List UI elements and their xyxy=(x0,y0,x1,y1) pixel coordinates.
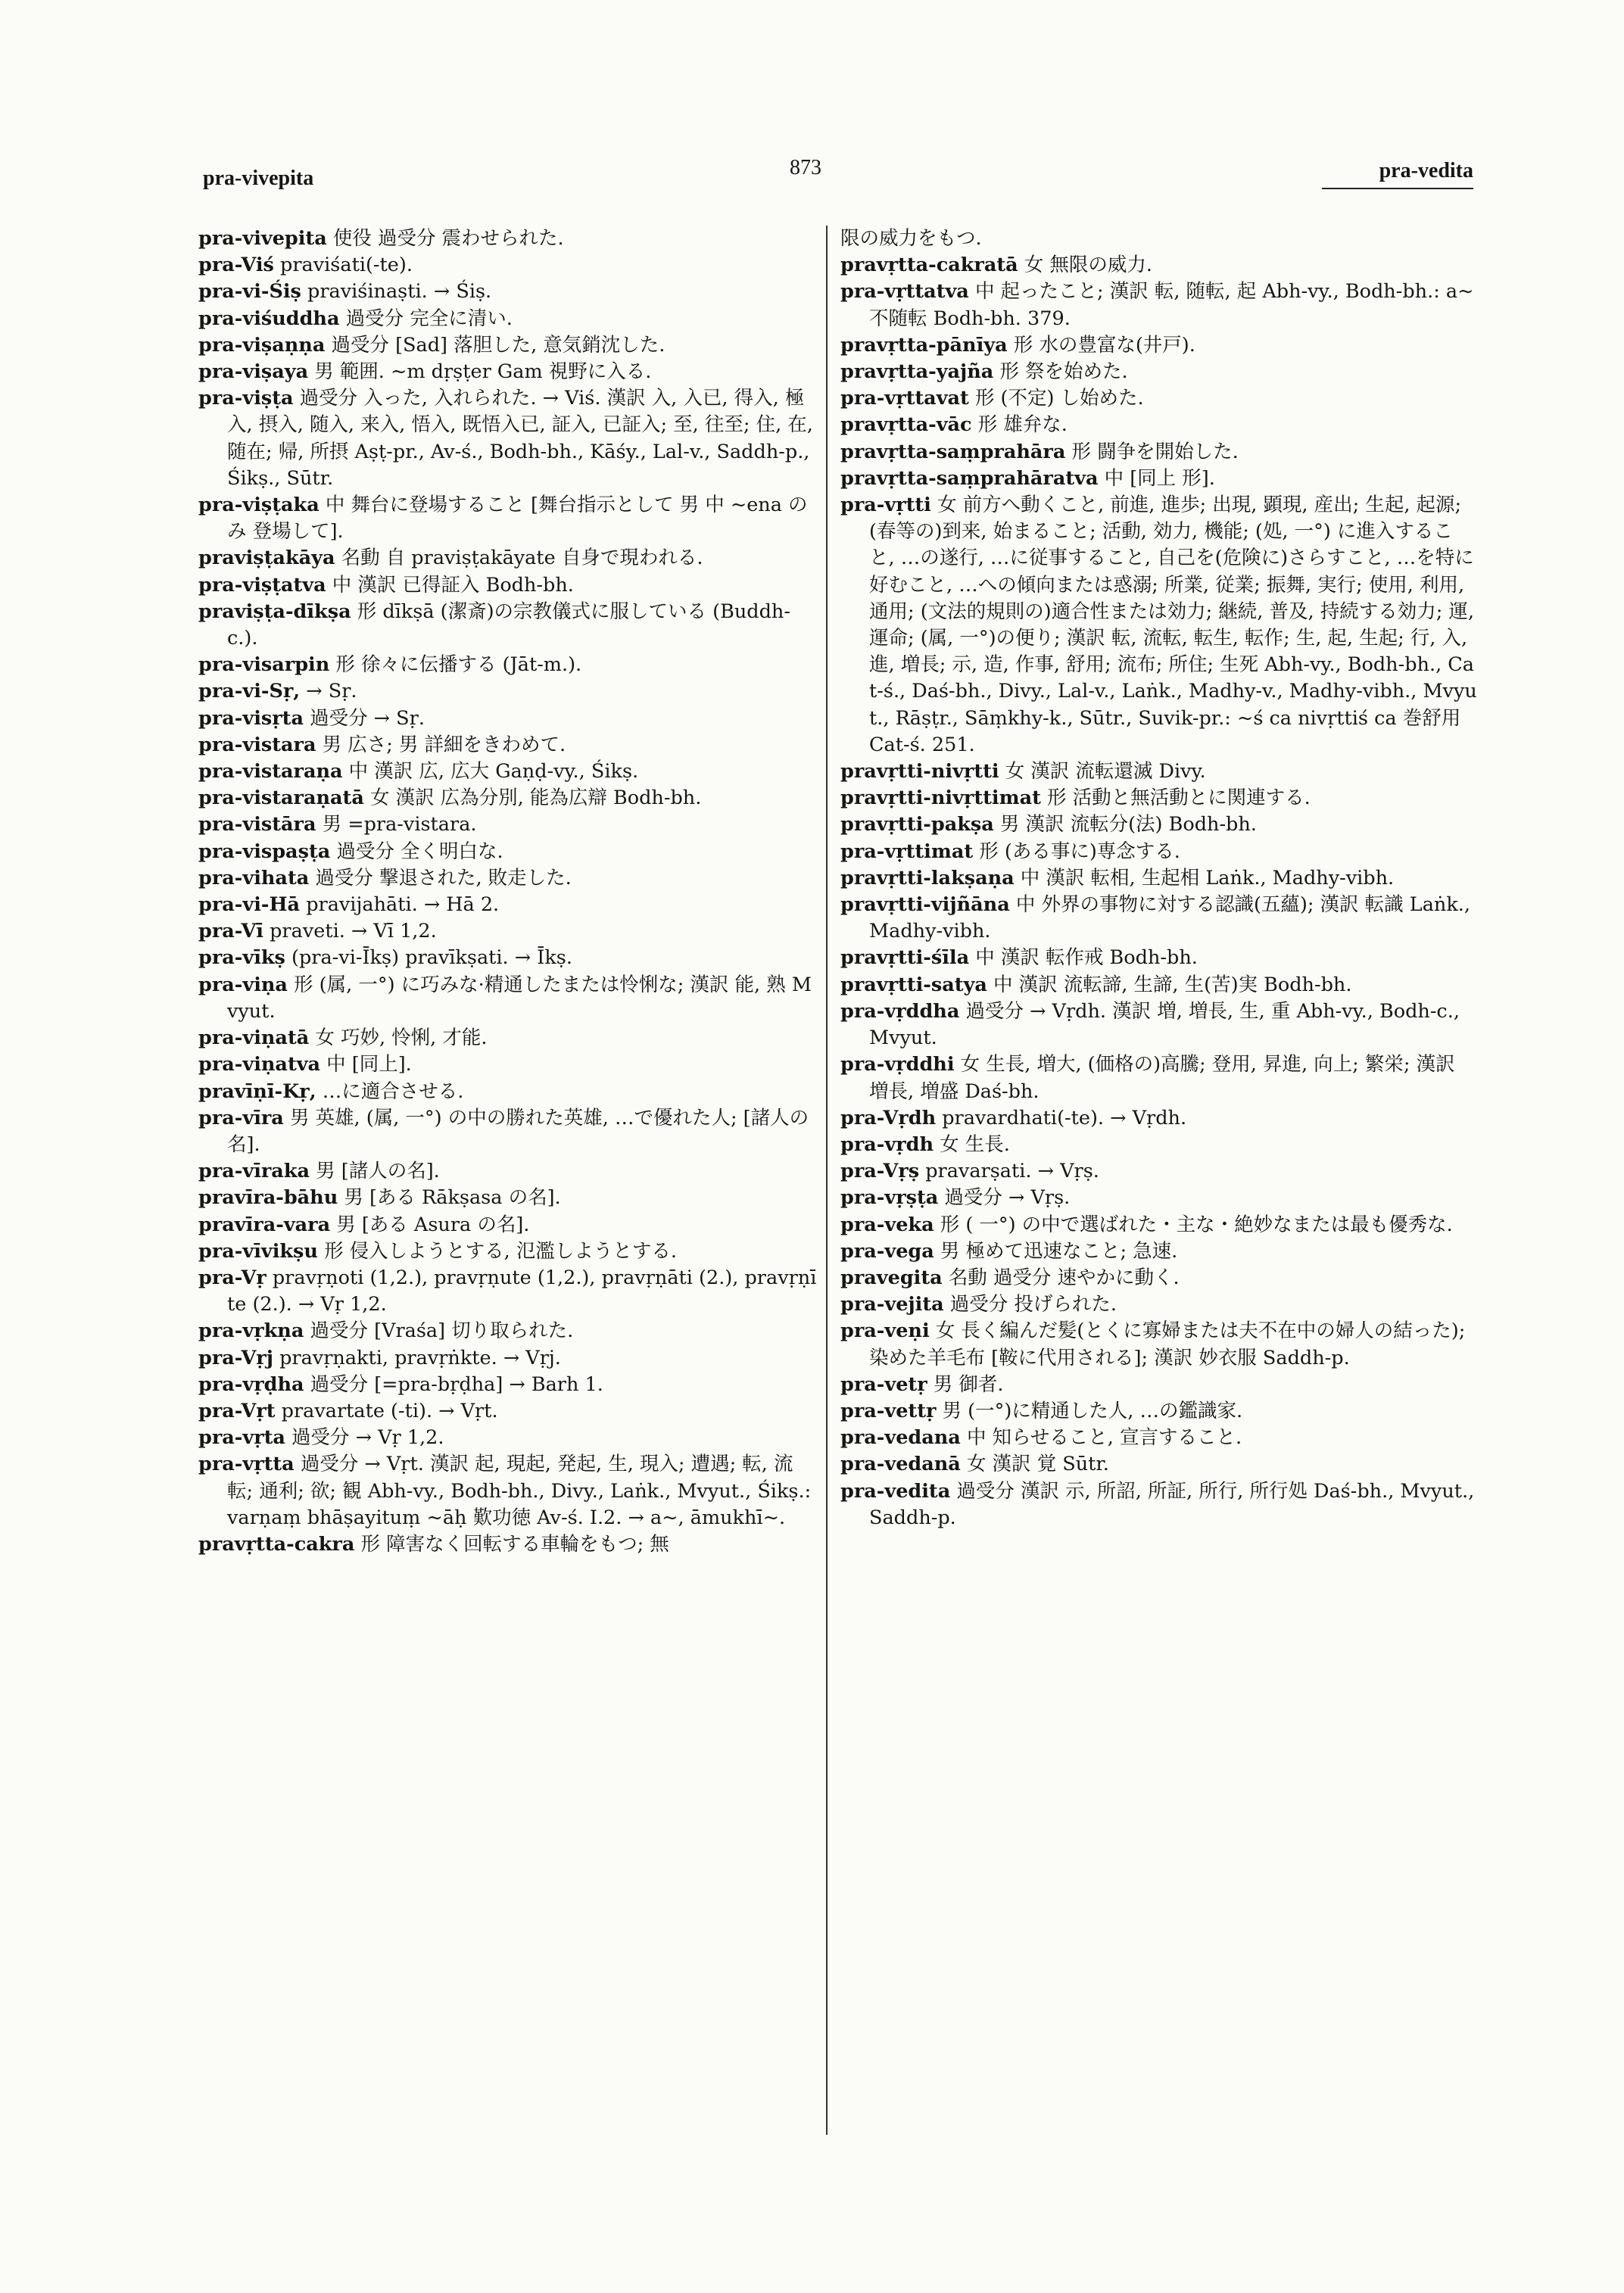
entry-headword: pra-vedana xyxy=(840,1426,961,1450)
entry-definition: 中 知らせること, 宣言すること. xyxy=(966,1426,1242,1450)
entry-headword: pravṛtti-śīla xyxy=(840,946,970,970)
right-column xyxy=(840,226,1478,2293)
header-rule xyxy=(1322,188,1473,189)
entry-headword: pra-vṛdh xyxy=(840,1132,934,1156)
entry-definition: 中 漢訳 已得証入 Bodh-bh. xyxy=(332,573,574,597)
entry-headword: pra-vi-Sṛ, xyxy=(198,680,301,703)
entry-headword: pra-Vṛ xyxy=(198,1266,267,1289)
dictionary-entry xyxy=(840,412,1478,438)
entry-definition: 形 侵入しようとする, 氾濫しようとする. xyxy=(324,1239,677,1263)
dictionary-entry xyxy=(198,1158,818,1185)
dictionary-entry xyxy=(198,1238,818,1265)
entry-definition: 男 漢訳 流転分(法) Bodh-bh. xyxy=(999,813,1257,837)
dictionary-entry xyxy=(840,1238,1478,1265)
dictionary-entry xyxy=(198,1318,818,1344)
entry-definition: pravardhati(-te). → Vṛdh. xyxy=(942,1106,1187,1129)
left-column xyxy=(198,226,818,2293)
entry-headword: pravṛtta-pānīya xyxy=(840,333,1008,357)
entry-headword: pra-vīkṣ xyxy=(198,946,285,970)
entry-definition: 形 活動と無活動とに関連する. xyxy=(1046,787,1311,810)
dictionary-entry xyxy=(840,892,1478,945)
entry-headword: pra-vi-Hā xyxy=(198,893,301,917)
entry-headword: pra-vṛta xyxy=(198,1426,285,1450)
entry-definition: 男 (一°)に精通した人, …の鑑識家. xyxy=(942,1399,1243,1422)
running-head xyxy=(203,156,1473,194)
entry-headword: pra-viṣaṇṇa xyxy=(198,333,326,357)
entry-definition: 形 dīkṣā (潔斎)の宗教儀式に服している (Buddh-c.). xyxy=(227,600,790,650)
dictionary-entry xyxy=(840,1291,1478,1318)
entry-headword: pra-viṇatā xyxy=(198,1027,310,1050)
entry-definition: 男 御者. xyxy=(933,1372,1004,1396)
dictionary-entry xyxy=(840,1158,1478,1185)
entry-headword: pra-vṛtti xyxy=(840,494,931,517)
dictionary-entry xyxy=(840,1425,1478,1451)
entry-headword: praviṣṭa-dīkṣa xyxy=(198,600,351,623)
dictionary-entry xyxy=(840,1478,1478,1531)
entry-definition: pravṛṇakti, pravṛṅkte. → Vṛj. xyxy=(279,1346,561,1369)
entry-headword: pra-vettṛ xyxy=(840,1399,937,1422)
entry-definition: 過受分 → Vṛṣ. xyxy=(944,1186,1071,1210)
entry-definition: 男 極めて迅速なこと; 急速. xyxy=(940,1239,1178,1263)
entry-headword: pravṛtti-pakṣa xyxy=(840,813,994,837)
entry-definition: 名動 自 praviṣṭakāyate 自身で現われる. xyxy=(341,547,703,570)
dictionary-entry xyxy=(840,359,1478,385)
entry-headword: pra-vistāra xyxy=(198,813,316,837)
dictionary-entry xyxy=(198,1105,818,1158)
dictionary-entry xyxy=(840,812,1478,838)
entry-definition: 形 闘争を開始した. xyxy=(1071,440,1239,463)
entry-definition: 女 漢訳 広為分別, 能為広辯 Bodh-bh. xyxy=(369,787,702,810)
entry-headword: pravṛtta-cakratā xyxy=(840,254,1018,277)
entry-definition: 男 英雄, (属, 一°) の中の勝れた英雄, …で優れた人; [諸人の名]. xyxy=(227,1106,809,1156)
dictionary-entry xyxy=(198,306,818,332)
entry-headword: pra-visṛta xyxy=(198,706,304,730)
entry-definition: 中 起ったこと; 漢訳 転, 随転, 起 Abh-vy., Bodh-bh.: a~ 不随転 Bodh-bh. 379. xyxy=(869,280,1474,330)
dictionary-entry xyxy=(840,466,1478,492)
entry-headword: pra-Vṛj xyxy=(198,1346,273,1369)
dictionary-entry xyxy=(198,599,818,652)
entry-definition: 形 (ある事に)専念する. xyxy=(979,840,1180,863)
dictionary-entry xyxy=(198,1025,818,1051)
entry-headword: pra-Vṛdh xyxy=(840,1106,937,1129)
entry-definition: 限の威力をもつ. xyxy=(840,227,982,250)
dictionary-entry xyxy=(198,226,818,252)
entry-definition: 使役 過受分 震わせられた. xyxy=(332,227,564,250)
entry-headword: pravīra-vara xyxy=(198,1213,331,1236)
dictionary-entry xyxy=(840,839,1478,865)
entry-headword: pravṛtta-cakra xyxy=(198,1532,355,1556)
entry-definition: 男 =pra-vistara. xyxy=(322,813,477,837)
dictionary-entry xyxy=(840,945,1478,971)
entry-headword: pra-vṛddhi xyxy=(840,1053,955,1076)
entry-headword: pra-vīra xyxy=(198,1106,284,1129)
dictionary-entry xyxy=(840,439,1478,466)
entry-headword: pra-vetṛ xyxy=(840,1372,927,1396)
entry-headword: pra-vṛttatva xyxy=(840,280,969,304)
entry-headword: pra-vīvikṣu xyxy=(198,1239,318,1263)
dictionary-entry xyxy=(198,385,818,492)
running-head-right: pra-vedita xyxy=(1379,159,1473,182)
entry-headword: pra-vṛtta xyxy=(198,1453,295,1476)
dictionary-entry xyxy=(198,652,818,678)
dictionary-entry xyxy=(840,1372,1478,1398)
entry-definition: 過受分 → Vṛ 1,2. xyxy=(291,1426,444,1450)
dictionary-entry xyxy=(198,678,818,705)
entry-headword: pra-viṣaya xyxy=(198,360,309,384)
entry-headword: pravṛtta-saṃprahāra xyxy=(840,440,1066,463)
entry-definition: (pra-vi-Īkṣ) pravīkṣati. → Īkṣ. xyxy=(291,946,572,970)
entry-headword: pravegita xyxy=(840,1266,943,1289)
entry-headword: pra-veṇi xyxy=(840,1319,930,1343)
entry-definition: 男 [ある Rākṣasa の名]. xyxy=(344,1186,561,1210)
dictionary-entry xyxy=(840,1185,1478,1211)
dictionary-entry xyxy=(840,1398,1478,1425)
dictionary-entry xyxy=(198,545,818,572)
entry-definition: 形 (属, 一°) に巧みな·精通したまたは怜悧な; 漢訳 能, 熟 Mvyut. xyxy=(227,973,812,1023)
entry-definition: pravijahāti. → Hā 2. xyxy=(306,893,500,917)
entry-headword: pra-viśuddha xyxy=(198,307,340,330)
dictionary-entry xyxy=(198,1451,818,1531)
entry-definition: 過受分 [Vraśa] 切り取られた. xyxy=(310,1319,574,1343)
dictionary-entry xyxy=(198,279,818,305)
entry-definition: 女 巧妙, 怜悧, 才能. xyxy=(315,1027,488,1050)
entry-headword: pra-vistaraṇatā xyxy=(198,787,364,810)
dictionary-entry xyxy=(198,972,818,1025)
entry-definition: 中 漢訳 広, 広大 Gaṇḍ-vy., Śikṣ. xyxy=(348,760,639,784)
entry-definition: 男 範囲. ~m dṛṣṭer Gam 視野に入る. xyxy=(314,360,652,384)
entry-headword: pra-vṛkṇa xyxy=(198,1319,304,1343)
entry-definition: 形 水の豊富な(井戸). xyxy=(1013,333,1195,357)
page-number: 873 xyxy=(790,156,821,179)
entry-headword: pra-Vṛt xyxy=(198,1399,276,1422)
entry-definition: 過受分 → Sṛ. xyxy=(310,706,425,730)
entry-definition: 女 無限の威力. xyxy=(1024,254,1153,277)
entry-definition: 男 [ある Asura の名]. xyxy=(336,1213,530,1236)
dictionary-entry xyxy=(198,1531,818,1558)
entry-definition: 女 漢訳 覚 Sūtr. xyxy=(966,1453,1109,1476)
dictionary-entry xyxy=(198,252,818,279)
entry-headword: pra-vistaraṇa xyxy=(198,760,343,784)
entry-headword: pravṛtti-satya xyxy=(840,973,987,996)
dictionary-entry xyxy=(840,252,1478,279)
dictionary-entry xyxy=(198,1425,818,1451)
entry-headword: pra-vedita xyxy=(840,1479,951,1503)
entry-headword: pra-vṛddha xyxy=(840,999,960,1023)
entry-definition: 名動 過受分 速やかに動く. xyxy=(948,1266,1180,1289)
entry-headword: pra-vistara xyxy=(198,733,316,756)
entry-definition: 過受分 入った, 入れられた. → Viś. 漢訳 入, 入已, 得入, 極入, 摂入, 随入, 来入, 悟入, 既悟入已, 証入, 已証入; 至, 往至; 住, 在, 随在; 帰, 所摂 Aṣṭ-pr., Av-ś., Bodh-bh., Kāśy., Lal-v., Saddh-p., Śikṣ., Sūtr. xyxy=(227,387,813,490)
dictionary-entry xyxy=(198,332,818,359)
dictionary-entry xyxy=(198,1051,818,1078)
dictionary-entry xyxy=(198,892,818,918)
entry-definition: praviśati(-te). xyxy=(280,254,413,277)
entry-headword: praviṣṭakāya xyxy=(198,547,335,570)
entry-definition: 男 [諸人の名]. xyxy=(316,1160,440,1183)
dictionary-entry xyxy=(198,732,818,759)
dictionary-entry xyxy=(198,1398,818,1425)
entry-definition: 形 (不定) し始めた. xyxy=(974,387,1144,410)
entry-headword: pra-vīraka xyxy=(198,1160,310,1183)
entry-definition: pravṛṇoti (1,2.), pravṛṇute (1,2.), pravṛṇāti (2.), pravṛṇīte (2.). → Vṛ 1,2. xyxy=(227,1266,817,1316)
entry-headword: pravṛtta-yajña xyxy=(840,360,994,384)
entry-headword: pravṛtti-nivṛttimat xyxy=(840,787,1041,810)
dictionary-entry xyxy=(198,1185,818,1211)
dictionary-entry xyxy=(840,1051,1478,1104)
entry-headword: pravīṇī-Kṛ, xyxy=(198,1080,316,1103)
dictionary-entry xyxy=(198,1265,818,1318)
dictionary-entry xyxy=(840,759,1478,785)
entry-definition: 形 祭を始めた. xyxy=(999,360,1128,384)
entry-headword: pra-vejita xyxy=(840,1293,944,1316)
dictionary-entry xyxy=(198,1372,818,1398)
entry-headword: pravṛtti-nivṛtti xyxy=(840,760,999,784)
entry-definition: 形 ( 一°) の中で選ばれた・主な・絶妙なまたは最も優秀な. xyxy=(940,1213,1453,1236)
entry-definition: praviśinaṣti. → Śiṣ. xyxy=(307,280,492,304)
dictionary-entry xyxy=(198,865,818,892)
entry-definition: 男 広さ; 男 詳細をきわめて. xyxy=(322,733,566,756)
column-divider xyxy=(826,226,828,2135)
dictionary-entry xyxy=(840,1265,1478,1291)
entry-headword: pra-vispaṣṭa xyxy=(198,840,331,863)
entry-definition: 過受分 → Vṛt. 漢訳 起, 現起, 発起, 生, 現入; 遭遇; 転, 流転; 通利; 欲; 観 Abh-vy., Bodh-bh., Divy., Laṅk., Mvyut., Śikṣ.: varṇaṃ bhāṣayituṃ ~āḥ 歎功徳 Av-ś. I.2. → a~, āmukhī~. xyxy=(227,1453,812,1529)
entry-definition: 過受分 投げられた. xyxy=(949,1293,1117,1316)
entry-definition: 過受分 完全に清い. xyxy=(345,307,513,330)
entry-headword: pravṛtta-saṃprahāratva xyxy=(840,466,1099,490)
entry-definition: → Sṛ. xyxy=(306,680,357,703)
entry-definition: 形 徐々に伝播する (Jāt-m.). xyxy=(335,653,582,677)
dictionary-entry xyxy=(840,1132,1478,1158)
entry-definition: 女 長く編んだ髪(とくに寡婦または夫不在中の婦人の結った); 染めた羊毛布 [鞍に代用される]; 漢訳 妙衣服 Saddh-p. xyxy=(869,1319,1466,1369)
entry-headword: pravṛtta-vāc xyxy=(840,413,972,437)
entry-definition: 女 生長. xyxy=(940,1132,1010,1156)
dictionary-entry xyxy=(840,865,1478,892)
entry-headword: pra-vṛttavat xyxy=(840,387,969,410)
entry-headword: pra-viṣṭatva xyxy=(198,573,326,597)
dictionary-entry xyxy=(198,839,818,865)
entry-definition: 過受分 [=pra-bṛḍha] → Barh 1. xyxy=(310,1372,603,1396)
dictionary-entry xyxy=(840,385,1478,412)
dictionary-entry xyxy=(198,1212,818,1238)
entry-definition: 過受分 漢訳 示, 所詔, 所証, 所行, 所行処 Daś-bh., Mvyut., Saddh-p. xyxy=(869,1479,1475,1529)
entry-headword: pra-Vṛṣ xyxy=(840,1160,920,1183)
entry-definition: 女 生長, 増大, (価格の)高騰; 登用, 昇進, 向上; 繁栄; 漢訳 増長, 増盛 Daś-bh. xyxy=(869,1053,1455,1103)
entry-definition: pravartate (-ti). → Vṛt. xyxy=(281,1399,498,1422)
dictionary-entry xyxy=(198,492,818,545)
dictionary-entry xyxy=(198,945,818,971)
dictionary-entry xyxy=(840,492,1478,759)
entry-headword: pra-viṣṭaka xyxy=(198,494,320,517)
dictionary-entry xyxy=(198,1079,818,1105)
dictionary-entry xyxy=(840,999,1478,1051)
entry-headword: pra-viṣṭa xyxy=(198,387,294,410)
entry-headword: pra-vṛḍha xyxy=(198,1372,304,1396)
running-head-left: pra-vivepita xyxy=(203,167,314,190)
entry-definition: 過受分 全く明白な. xyxy=(336,840,503,863)
dictionary-entry xyxy=(198,759,818,785)
entry-definition: 形 雄弁な. xyxy=(977,413,1068,437)
entry-headword: pravṛtti-vijñāna xyxy=(840,893,1010,917)
entry-headword: pra-viṇatva xyxy=(198,1053,321,1076)
entry-definition: 女 漢訳 流転還滅 Divy. xyxy=(1005,760,1206,784)
dictionary-entry xyxy=(840,1212,1478,1238)
dictionary-entry xyxy=(198,359,818,385)
entry-headword: pra-vega xyxy=(840,1239,934,1263)
entry-definition: 過受分 → Vṛdh. 漢訳 増, 増長, 生, 重 Abh-vy., Bodh-c., Mvyut. xyxy=(869,999,1460,1050)
dictionary-entry xyxy=(840,1451,1478,1478)
dictionary-entry xyxy=(198,1345,818,1372)
dictionary-entry xyxy=(840,1105,1478,1132)
entry-definition: pravarṣati. → Vṛṣ. xyxy=(925,1160,1099,1183)
entry-headword: pra-Viś xyxy=(198,254,274,277)
entry-headword: pra-vedanā xyxy=(840,1453,961,1476)
dictionary-entry xyxy=(198,572,818,599)
entry-headword: pra-visarpin xyxy=(198,653,330,677)
entry-definition: praveti. → Vī 1,2. xyxy=(270,920,437,943)
dictionary-entry xyxy=(840,332,1478,359)
entry-headword: pra-vivepita xyxy=(198,227,327,250)
entry-headword: pra-vihata xyxy=(198,866,310,889)
entry-headword: pra-viṇa xyxy=(198,973,288,996)
entry-definition: 中 漢訳 転作戒 Bodh-bh. xyxy=(975,946,1198,970)
dictionary-entry xyxy=(840,279,1478,332)
entry-definition: …に適合させる. xyxy=(322,1080,464,1103)
dictionary-entry xyxy=(840,972,1478,999)
dictionary-entry xyxy=(198,706,818,732)
dictionary-entry xyxy=(198,918,818,945)
entry-headword: pra-vṛttimat xyxy=(840,840,974,863)
entry-definition: 中 外界の事物に対する認識(五蘊); 漢訳 転識 Laṅk., Madhy-vibh. xyxy=(869,893,1470,943)
entry-headword: pra-vi-Śiṣ xyxy=(198,280,301,304)
entry-headword: pravīra-bāhu xyxy=(198,1186,338,1210)
dictionary-entry xyxy=(840,226,1478,252)
entry-definition: 過受分 [Sad] 落胆した, 意気銷沈した. xyxy=(331,333,665,357)
entry-definition: 過受分 撃退された, 敗走した. xyxy=(315,866,572,889)
entry-definition: 女 前方へ動くこと, 前進, 進歩; 出現, 顕現, 産出; 生起, 起源; (春等の)到来, 始まること; 活動, 効力, 機能; (処, 一°) に進入すること, …の遂行, …に従事すること, 自己を(危険に)さらすこと, …を特に好むこと, …への傾向または惑溺; 所業, 従業; 振舞, 実行; 使用, 利用, 通用; (文法的規則の)適合性または効力; 継続, 普及, 持続する効力; 運, 運命; (属, 一°)の便り; 漢訳 転, 流転, 転生, 転作; 生, 起, 生起; 行, 入, 進, 増長; 示, 造, 作事, 舒用; 流布; 所住; 生死 Abh-vy., Bodh-bh., Cat-ś., Daś-bh., Divy., Lal-v., Laṅk., Madhy-v., Madhy-vibh., Mvyut., Rāṣṭr., Sāṃkhy-k., Sūtr., Suvik-pr.: ~ś ca nivṛttiś ca 巻舒用 Cat-ś. 251. xyxy=(869,494,1477,756)
dictionary-entry xyxy=(198,812,818,838)
entry-definition: 中 舞台に登場すること [舞台指示として 男 中 ~ena のみ 登場して]. xyxy=(227,494,808,544)
entry-definition: 中 漢訳 流転諦, 生諦, 生(苦)実 Bodh-bh. xyxy=(993,973,1352,996)
entry-headword: pra-vṛṣṭa xyxy=(840,1186,939,1210)
entry-definition: 中 [同上 形]. xyxy=(1104,466,1215,490)
dictionary-entry xyxy=(840,1318,1478,1371)
entry-headword: pravṛtti-lakṣaṇa xyxy=(840,866,1015,889)
dictionary-entry xyxy=(840,785,1478,812)
entry-definition: 中 [同上]. xyxy=(326,1053,412,1076)
entry-headword: pra-Vī xyxy=(198,920,263,943)
dictionary-entry xyxy=(198,785,818,812)
entry-definition: 中 漢訳 転相, 生起相 Laṅk., Madhy-vibh. xyxy=(1020,866,1395,889)
entry-definition: 形 障害なく回転する車輪をもつ; 無 xyxy=(360,1532,669,1556)
entry-headword: pra-veka xyxy=(840,1213,934,1236)
